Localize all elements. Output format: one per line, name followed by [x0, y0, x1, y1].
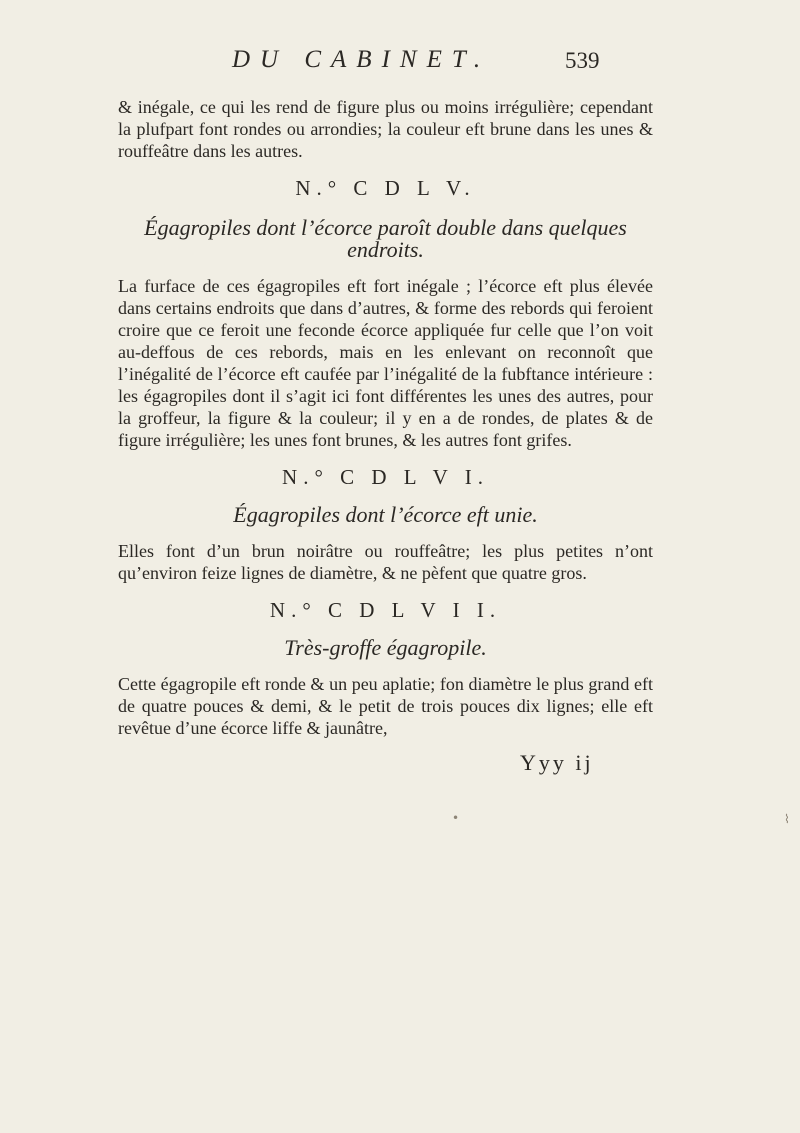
running-title: DU CABINET. — [232, 46, 491, 73]
entry-paragraph: Cette égagropile eft ronde & un peu aplatie; fon diamètre le plus grand eft de quatre pouces & demi, & le petit de trois pouces dix lignes; elle eft revêtue d’une écorce liffe & jaunâtre, — [118, 674, 653, 738]
entry-paragraph: La furface de ces égagropiles eft fort inégale ; l’écorce eft plus élevée dans certains endroits que dans d’autres, & forme des rebords qui feroient croire que ce feroit une feconde écorce appliquée fur celle que l’on voit au-deffous de ces rebords, mais en les enlevant on reconnoît que l’inégalité de l’écorce eft caufée par l’inégalité de la fubftance intérieure : les égagropiles dont il s’agit ici font différentes les unes des autres, pour la groffeur, la figure & la couleur; il y en a de rondes, de plates & de figure irrégulière; les unes font brunes, & les autres font grifes. — [118, 276, 653, 450]
entry-paragraph: Elles font d’un brun noirâtre ou rouffeâtre; les plus petites n’ont qu’environ feize lignes de diamètre, & ne pèfent que quatre gros. — [118, 541, 653, 583]
margin-mark-icon: ⌇ — [784, 812, 790, 826]
ink-speck-icon: • — [452, 811, 460, 825]
body-text — [118, 96, 653, 739]
entry-heading: Égagropiles dont l’écorce eft unie. — [233, 502, 538, 527]
running-head — [0, 46, 800, 86]
continuation-paragraph: & inégale, ce qui les rend de figure plus ou moins irrégulière; cependant la plufpart font rondes ou arrondies; la couleur eft brune dans les unes & rouffeâtre dans les autres. — [118, 97, 653, 161]
entry-number: N.° C D L V I I. — [269, 598, 502, 622]
entry-heading: Très-groffe égagropile. — [284, 635, 487, 660]
entry-number: N.° C D L V. — [295, 176, 476, 200]
page-number: 539 — [565, 48, 600, 73]
entry-heading: Égagropiles dont l’écorce paroît double dans quelques endroits. — [144, 215, 627, 262]
signature-mark: Yyy ij — [520, 750, 594, 775]
entry-number: N.° C D L V I. — [282, 465, 489, 489]
